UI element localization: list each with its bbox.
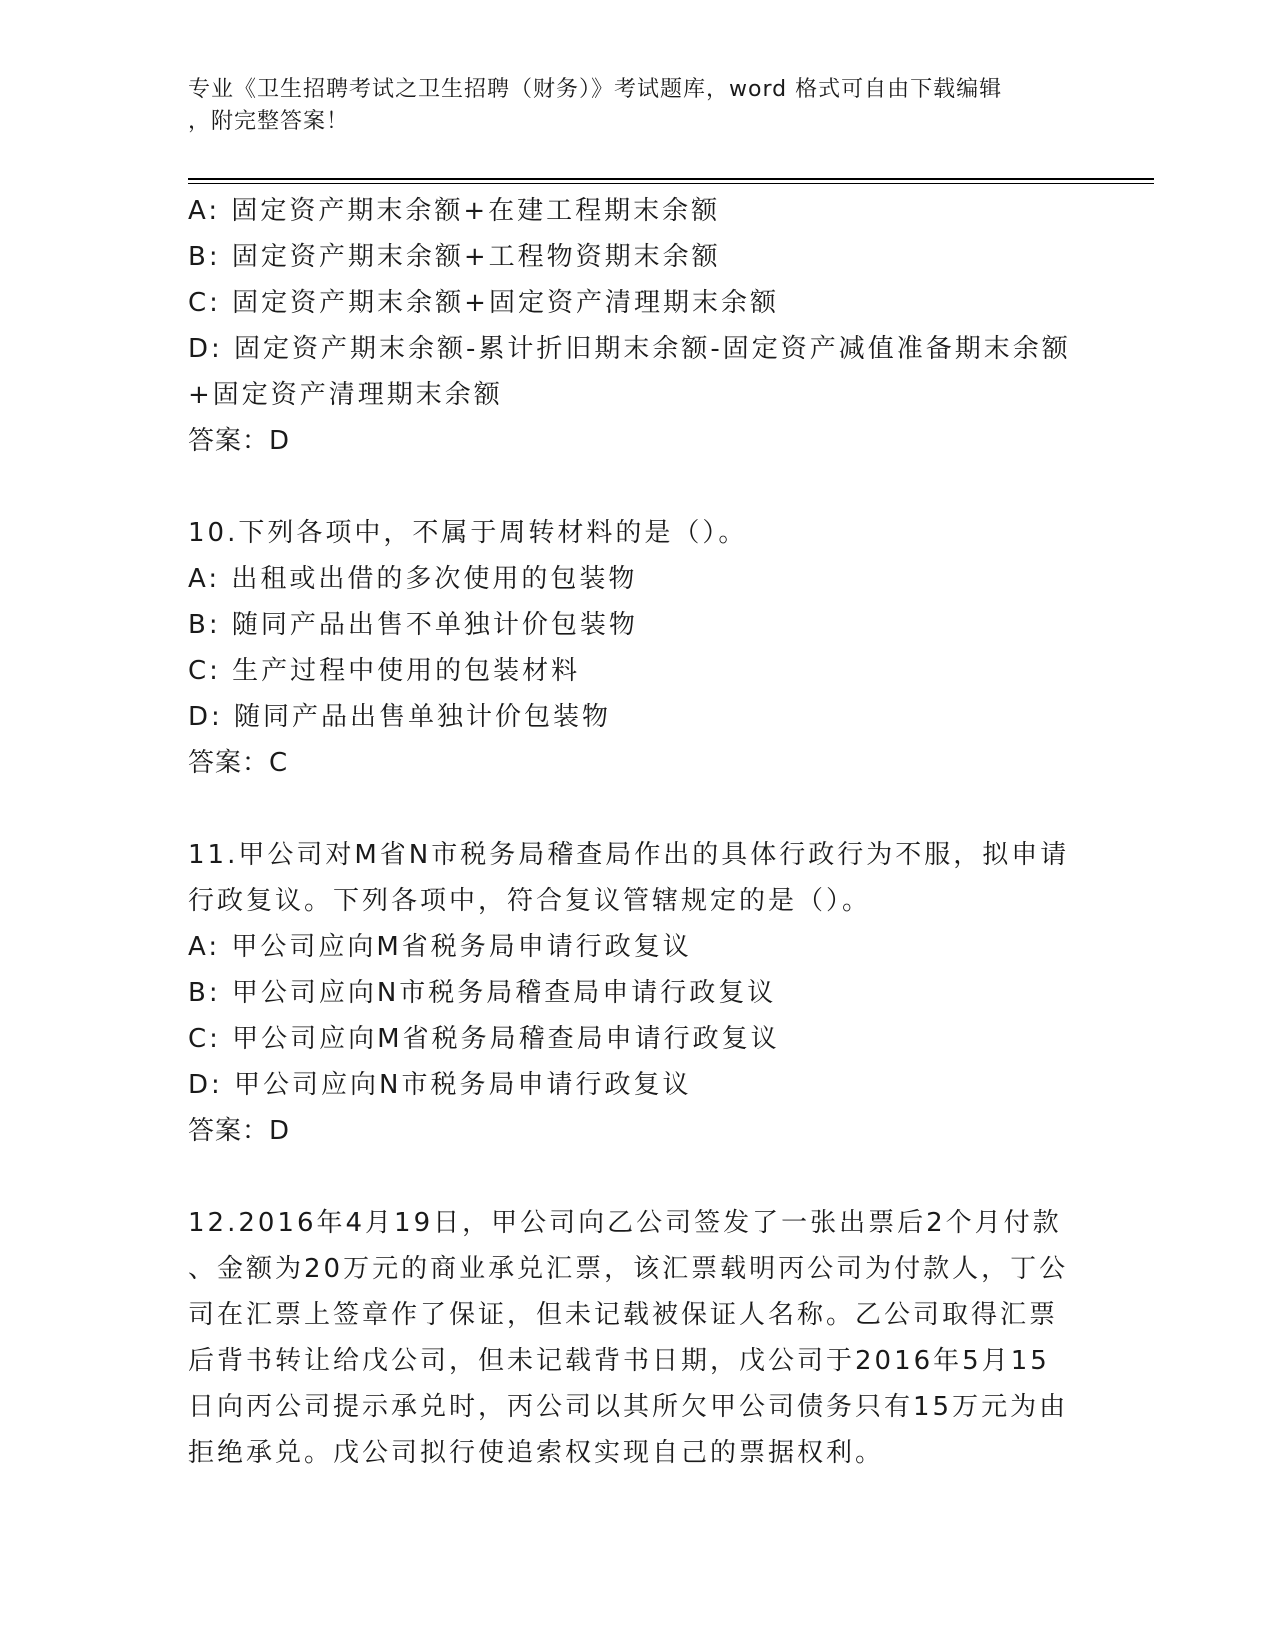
- option-a: A: 固定资产期末余额+在建工程期末余额: [188, 196, 721, 226]
- option-c: C: 生产过程中使用的包装材料: [188, 656, 581, 686]
- option-c: C: 固定资产期末余额+固定资产清理期末余额: [188, 288, 779, 318]
- option-d-continuation: +固定资产清理期末余额: [188, 380, 503, 410]
- page-header: [188, 74, 1088, 138]
- option-c: C: 甲公司应向M省税务局稽查局申请行政复议: [188, 1024, 780, 1054]
- question-12: [188, 1200, 1088, 1476]
- spacer: [188, 464, 1088, 510]
- option-a: A: 甲公司应向M省税务局申请行政复议: [188, 932, 692, 962]
- option-d: D: 甲公司应向N市税务局申请行政复议: [188, 1070, 692, 1100]
- option-b: B: 甲公司应向N市税务局稽查局申请行政复议: [188, 978, 777, 1008]
- question-stem-line-1: 11.甲公司对M省N市税务局稽查局作出的具体行政行为不服，拟申请: [188, 840, 1070, 870]
- question-stem-line-2: 行政复议。下列各项中，符合复议管辖规定的是（）。: [188, 886, 872, 916]
- option-b: B: 随同产品出售不单独计价包装物: [188, 610, 638, 640]
- question-10: [188, 510, 1088, 786]
- question-stem-line-1: 12.2016年4月19日，甲公司向乙公司签发了一张出票后2个月付款: [188, 1208, 1062, 1238]
- option-a: A: 出租或出借的多次使用的包装物: [188, 564, 638, 594]
- option-d: D: 随同产品出售单独计价包装物: [188, 702, 612, 732]
- header-line-1: 专业《卫生招聘考试之卫生招聘（财务）》考试题库，word 格式可自由下载编辑: [188, 77, 1003, 102]
- question-11: [188, 832, 1088, 1154]
- header-line-2: ，附完整答案！: [188, 109, 350, 134]
- option-d: D: 固定资产期末余额-累计折旧期末余额-固定资产减值准备期末余额: [188, 334, 1071, 364]
- question-stem-line-6: 拒绝承兑。戊公司拟行使追索权实现自己的票据权利。: [188, 1438, 885, 1468]
- answer-line: 答案：D: [188, 426, 291, 456]
- question-stem-line-3: 司在汇票上签章作了保证，但未记载被保证人名称。乙公司取得汇票: [188, 1300, 1059, 1330]
- header-divider-thick: [188, 178, 1154, 180]
- answer-line: 答案：C: [188, 748, 289, 778]
- answer-line: 答案：D: [188, 1116, 291, 1146]
- header-divider-thin: [188, 183, 1154, 184]
- question-stem-line-4: 后背书转让给戊公司，但未记载背书日期，戊公司于2016年5月15: [188, 1346, 1050, 1376]
- option-b: B: 固定资产期末余额+工程物资期末余额: [188, 242, 721, 272]
- document-body: [188, 188, 1088, 1476]
- question-stem: 10.下列各项中，不属于周转材料的是（）。: [188, 518, 748, 548]
- spacer: [188, 1154, 1088, 1200]
- question-stem-line-2: 、金额为20万元的商业承兑汇票，该汇票载明丙公司为付款人，丁公: [188, 1254, 1069, 1284]
- question-9-continued: [188, 188, 1088, 464]
- question-stem-line-5: 日向丙公司提示承兑时，丙公司以其所欠甲公司债务只有15万元为由: [188, 1392, 1069, 1422]
- spacer: [188, 786, 1088, 832]
